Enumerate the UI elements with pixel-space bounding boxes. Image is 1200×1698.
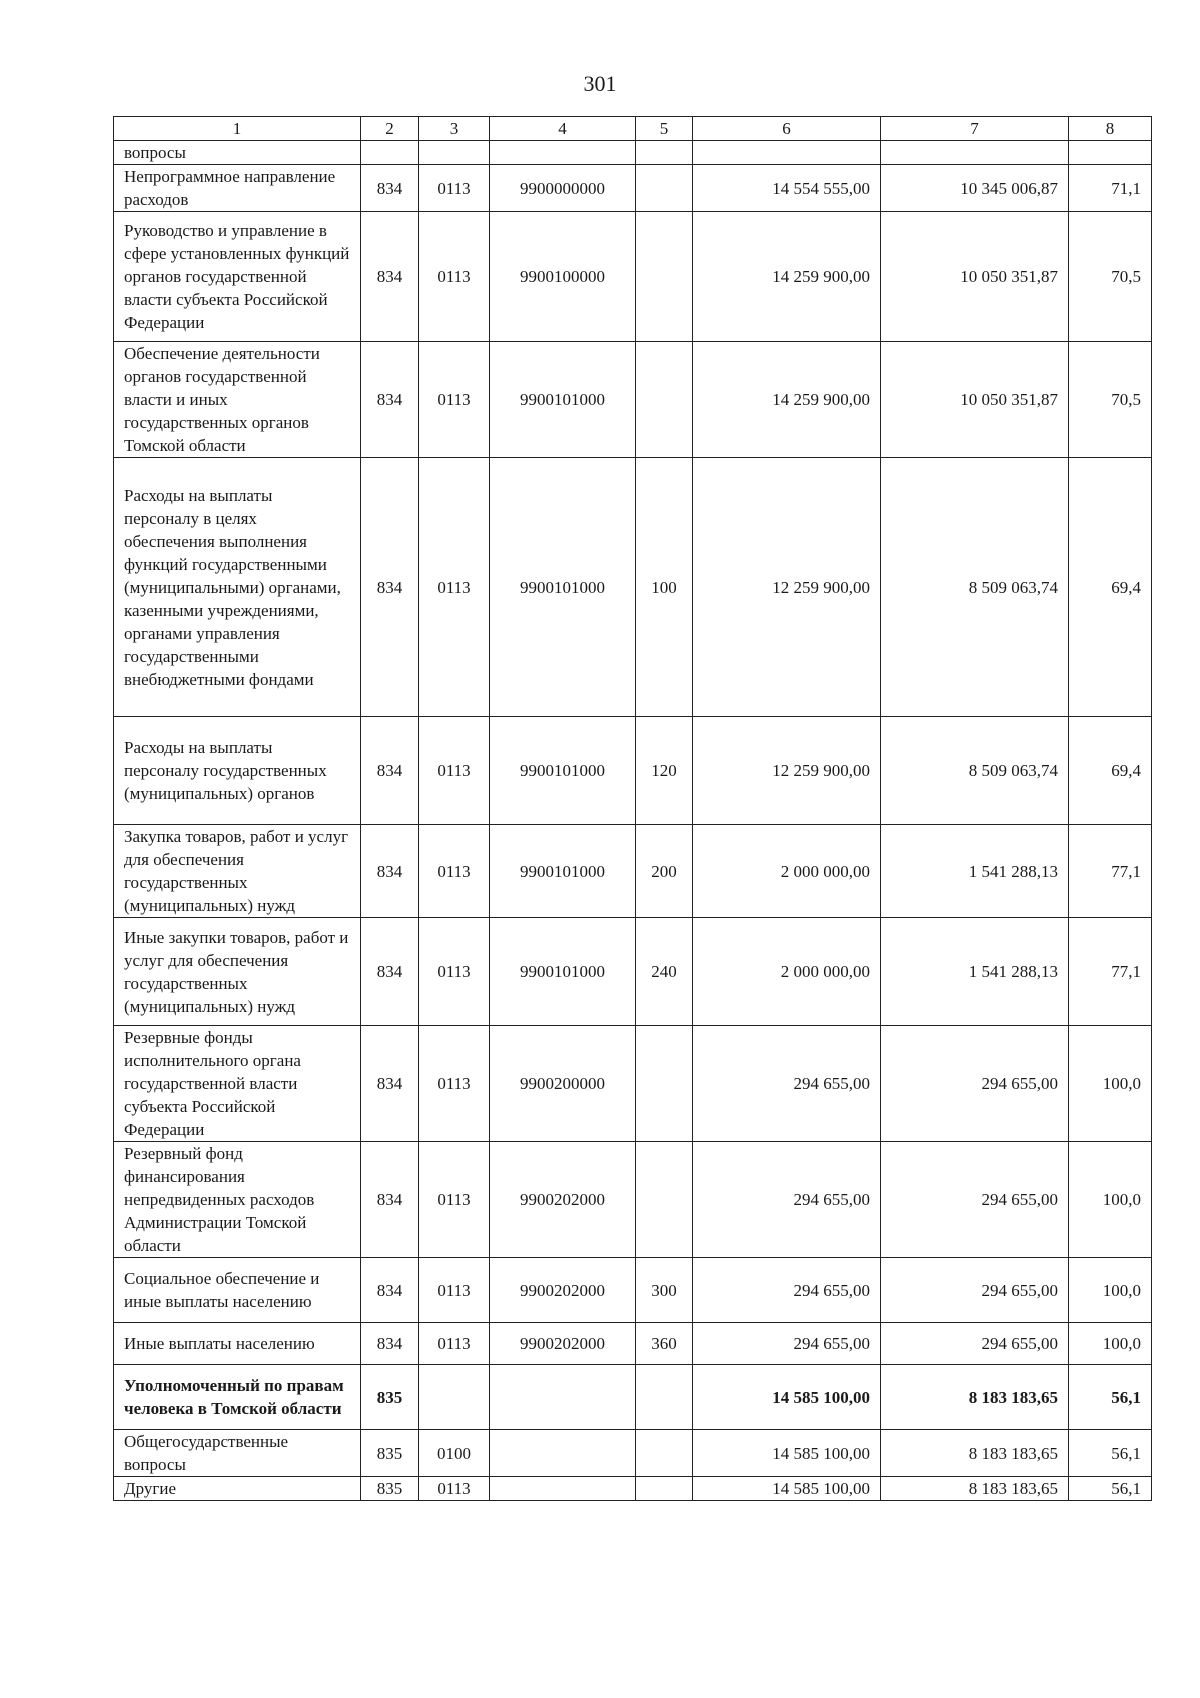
table-row <box>114 1258 1152 1323</box>
table-row <box>114 717 1152 825</box>
table-cell-c3: 0113 <box>419 717 490 825</box>
table-cell-c4: 9900202000 <box>490 1142 636 1258</box>
table-cell-c8 <box>1069 141 1152 165</box>
table-cell-c4: 9900101000 <box>490 825 636 918</box>
table-cell-c5: 300 <box>636 1258 693 1323</box>
table-cell-c2: 834 <box>361 165 419 212</box>
table-cell-c2: 835 <box>361 1430 419 1477</box>
table-cell-c4 <box>490 1365 636 1430</box>
table-cell-c3: 0113 <box>419 1323 490 1365</box>
table-cell-c8: 77,1 <box>1069 825 1152 918</box>
column-header: 7 <box>881 117 1069 141</box>
table-cell-c5 <box>636 1430 693 1477</box>
table-cell-c6: 14 259 900,00 <box>693 342 881 458</box>
table-cell-c8: 56,1 <box>1069 1430 1152 1477</box>
table-row <box>114 1365 1152 1430</box>
table-row <box>114 141 1152 165</box>
table-cell-c7: 8 509 063,74 <box>881 458 1069 717</box>
table-cell-c2: 834 <box>361 1142 419 1258</box>
table-cell-c4: 9900000000 <box>490 165 636 212</box>
table-cell-c7: 294 655,00 <box>881 1323 1069 1365</box>
table-cell-c8: 100,0 <box>1069 1323 1152 1365</box>
table-cell-c3: 0113 <box>419 342 490 458</box>
table-cell-c6: 294 655,00 <box>693 1026 881 1142</box>
table-cell-c2: 835 <box>361 1365 419 1430</box>
table-body <box>114 141 1152 1501</box>
table-cell-c3: 0113 <box>419 825 490 918</box>
table-cell-c2: 835 <box>361 1477 419 1501</box>
table-cell-c8: 100,0 <box>1069 1026 1152 1142</box>
table-cell-c4: 9900101000 <box>490 458 636 717</box>
table-cell-c8: 100,0 <box>1069 1142 1152 1258</box>
table-cell-c6: 2 000 000,00 <box>693 825 881 918</box>
table-row <box>114 212 1152 342</box>
table-cell-c8: 70,5 <box>1069 342 1152 458</box>
table-cell-c7: 8 509 063,74 <box>881 717 1069 825</box>
row-label-cell: вопросы <box>114 141 361 165</box>
table-header-row <box>114 117 1152 141</box>
column-header: 3 <box>419 117 490 141</box>
table-cell-c5: 120 <box>636 717 693 825</box>
table-cell-c2: 834 <box>361 1323 419 1365</box>
table-cell-c6: 14 259 900,00 <box>693 212 881 342</box>
row-label-cell: Закупка товаров, работ и услуг для обеспечения государственных (муниципальных) нужд <box>114 825 361 918</box>
table-cell-c2: 834 <box>361 825 419 918</box>
page-number: 301 <box>583 71 617 96</box>
table-cell-c6 <box>693 141 881 165</box>
table-cell-c6: 294 655,00 <box>693 1258 881 1323</box>
row-label-cell: Обеспечение деятельности органов государственной власти и иных государственных органов Томской области <box>114 342 361 458</box>
table-cell-c6: 12 259 900,00 <box>693 458 881 717</box>
table-cell-c5 <box>636 1142 693 1258</box>
table-cell-c2: 834 <box>361 458 419 717</box>
table-cell-c3: 0100 <box>419 1430 490 1477</box>
table-cell-c5 <box>636 165 693 212</box>
row-label-cell: Резервный фонд финансирования непредвиденных расходов Администрации Томской области <box>114 1142 361 1258</box>
table-cell-c7: 8 183 183,65 <box>881 1477 1069 1501</box>
table-cell-c7: 10 050 351,87 <box>881 212 1069 342</box>
row-label-cell: Другие <box>114 1477 361 1501</box>
column-header: 6 <box>693 117 881 141</box>
table-cell-c3: 0113 <box>419 1142 490 1258</box>
table-cell-c4 <box>490 1430 636 1477</box>
table-cell-c8: 77,1 <box>1069 918 1152 1026</box>
table-cell-c6: 14 585 100,00 <box>693 1430 881 1477</box>
table-cell-c8: 56,1 <box>1069 1477 1152 1501</box>
row-label-cell: Резервные фонды исполнительного органа государственной власти субъекта Российской Федерации <box>114 1026 361 1142</box>
column-header: 1 <box>114 117 361 141</box>
table-cell-c7: 1 541 288,13 <box>881 825 1069 918</box>
table-cell-c5: 360 <box>636 1323 693 1365</box>
table-cell-c3: 0113 <box>419 918 490 1026</box>
table-row <box>114 1142 1152 1258</box>
table-cell-c2: 834 <box>361 717 419 825</box>
table-cell-c6: 14 585 100,00 <box>693 1365 881 1430</box>
table-cell-c4 <box>490 1477 636 1501</box>
table-cell-c3: 0113 <box>419 212 490 342</box>
table-cell-c7: 294 655,00 <box>881 1142 1069 1258</box>
table-cell-c2: 834 <box>361 1026 419 1142</box>
table-row <box>114 342 1152 458</box>
table-cell-c4: 9900101000 <box>490 342 636 458</box>
table-cell-c6: 12 259 900,00 <box>693 717 881 825</box>
table-cell-c5: 240 <box>636 918 693 1026</box>
table-row <box>114 1323 1152 1365</box>
table-row <box>114 1430 1152 1477</box>
table-cell-c5 <box>636 342 693 458</box>
table-cell-c2: 834 <box>361 212 419 342</box>
column-header: 5 <box>636 117 693 141</box>
column-header: 4 <box>490 117 636 141</box>
row-label-cell: Иные выплаты населению <box>114 1323 361 1365</box>
table-row <box>114 918 1152 1026</box>
table-cell-c3: 0113 <box>419 1026 490 1142</box>
table-cell-c8: 100,0 <box>1069 1258 1152 1323</box>
table-row <box>114 1026 1152 1142</box>
table-cell-c5: 100 <box>636 458 693 717</box>
table-cell-c8: 69,4 <box>1069 717 1152 825</box>
column-header: 8 <box>1069 117 1152 141</box>
table-cell-c3: 0113 <box>419 1258 490 1323</box>
table-cell-c2 <box>361 141 419 165</box>
table-row <box>114 825 1152 918</box>
table-cell-c8: 71,1 <box>1069 165 1152 212</box>
table-cell-c7: 1 541 288,13 <box>881 918 1069 1026</box>
table-cell-c4: 9900202000 <box>490 1258 636 1323</box>
table-cell-c4: 9900100000 <box>490 212 636 342</box>
table-cell-c3 <box>419 141 490 165</box>
table-cell-c5 <box>636 141 693 165</box>
table-cell-c3: 0113 <box>419 458 490 717</box>
table-row <box>114 1477 1152 1501</box>
table-cell-c8: 70,5 <box>1069 212 1152 342</box>
table-cell-c7: 10 050 351,87 <box>881 342 1069 458</box>
table-cell-c4: 9900200000 <box>490 1026 636 1142</box>
table-cell-c5: 200 <box>636 825 693 918</box>
table-row <box>114 458 1152 717</box>
budget-table <box>113 116 1152 1501</box>
row-label-cell: Общегосударственные вопросы <box>114 1430 361 1477</box>
table-cell-c5 <box>636 1365 693 1430</box>
column-header: 2 <box>361 117 419 141</box>
row-label-cell: Руководство и управление в сфере установленных функций органов государственной власти субъекта Российской Федерации <box>114 212 361 342</box>
table-cell-c7: 294 655,00 <box>881 1026 1069 1142</box>
table-cell-c4: 9900202000 <box>490 1323 636 1365</box>
table-cell-c2: 834 <box>361 918 419 1026</box>
table-cell-c3: 0113 <box>419 1477 490 1501</box>
row-label-cell: Непрограммное направление расходов <box>114 165 361 212</box>
table-cell-c6: 14 554 555,00 <box>693 165 881 212</box>
table-cell-c5 <box>636 212 693 342</box>
table-cell-c4: 9900101000 <box>490 717 636 825</box>
table-cell-c7: 8 183 183,65 <box>881 1365 1069 1430</box>
row-label-cell: Расходы на выплаты персоналу в целях обеспечения выполнения функций государственными (муниципальными) органами, казенными учреждениями, органами управления государственными внебюджетными фондами <box>114 458 361 717</box>
table-cell-c4: 9900101000 <box>490 918 636 1026</box>
row-label-cell: Расходы на выплаты персоналу государственных (муниципальных) органов <box>114 717 361 825</box>
table-cell-c6: 294 655,00 <box>693 1142 881 1258</box>
table-cell-c2: 834 <box>361 1258 419 1323</box>
table-cell-c6: 14 585 100,00 <box>693 1477 881 1501</box>
table-cell-c2: 834 <box>361 342 419 458</box>
table-cell-c7: 294 655,00 <box>881 1258 1069 1323</box>
table-cell-c8: 56,1 <box>1069 1365 1152 1430</box>
table-cell-c5 <box>636 1026 693 1142</box>
row-label-cell: Социальное обеспечение и иные выплаты населению <box>114 1258 361 1323</box>
table-row <box>114 165 1152 212</box>
row-label-cell: Уполномоченный по правам человека в Томской области <box>114 1365 361 1430</box>
table-cell-c5 <box>636 1477 693 1501</box>
table-cell-c7: 10 345 006,87 <box>881 165 1069 212</box>
table-cell-c6: 2 000 000,00 <box>693 918 881 1026</box>
table-cell-c7: 8 183 183,65 <box>881 1430 1069 1477</box>
table-cell-c8: 69,4 <box>1069 458 1152 717</box>
row-label-cell: Иные закупки товаров, работ и услуг для обеспечения государственных (муниципальных) нужд <box>114 918 361 1026</box>
table-cell-c4 <box>490 141 636 165</box>
table-cell-c7 <box>881 141 1069 165</box>
table-cell-c3 <box>419 1365 490 1430</box>
table-cell-c6: 294 655,00 <box>693 1323 881 1365</box>
table-cell-c3: 0113 <box>419 165 490 212</box>
